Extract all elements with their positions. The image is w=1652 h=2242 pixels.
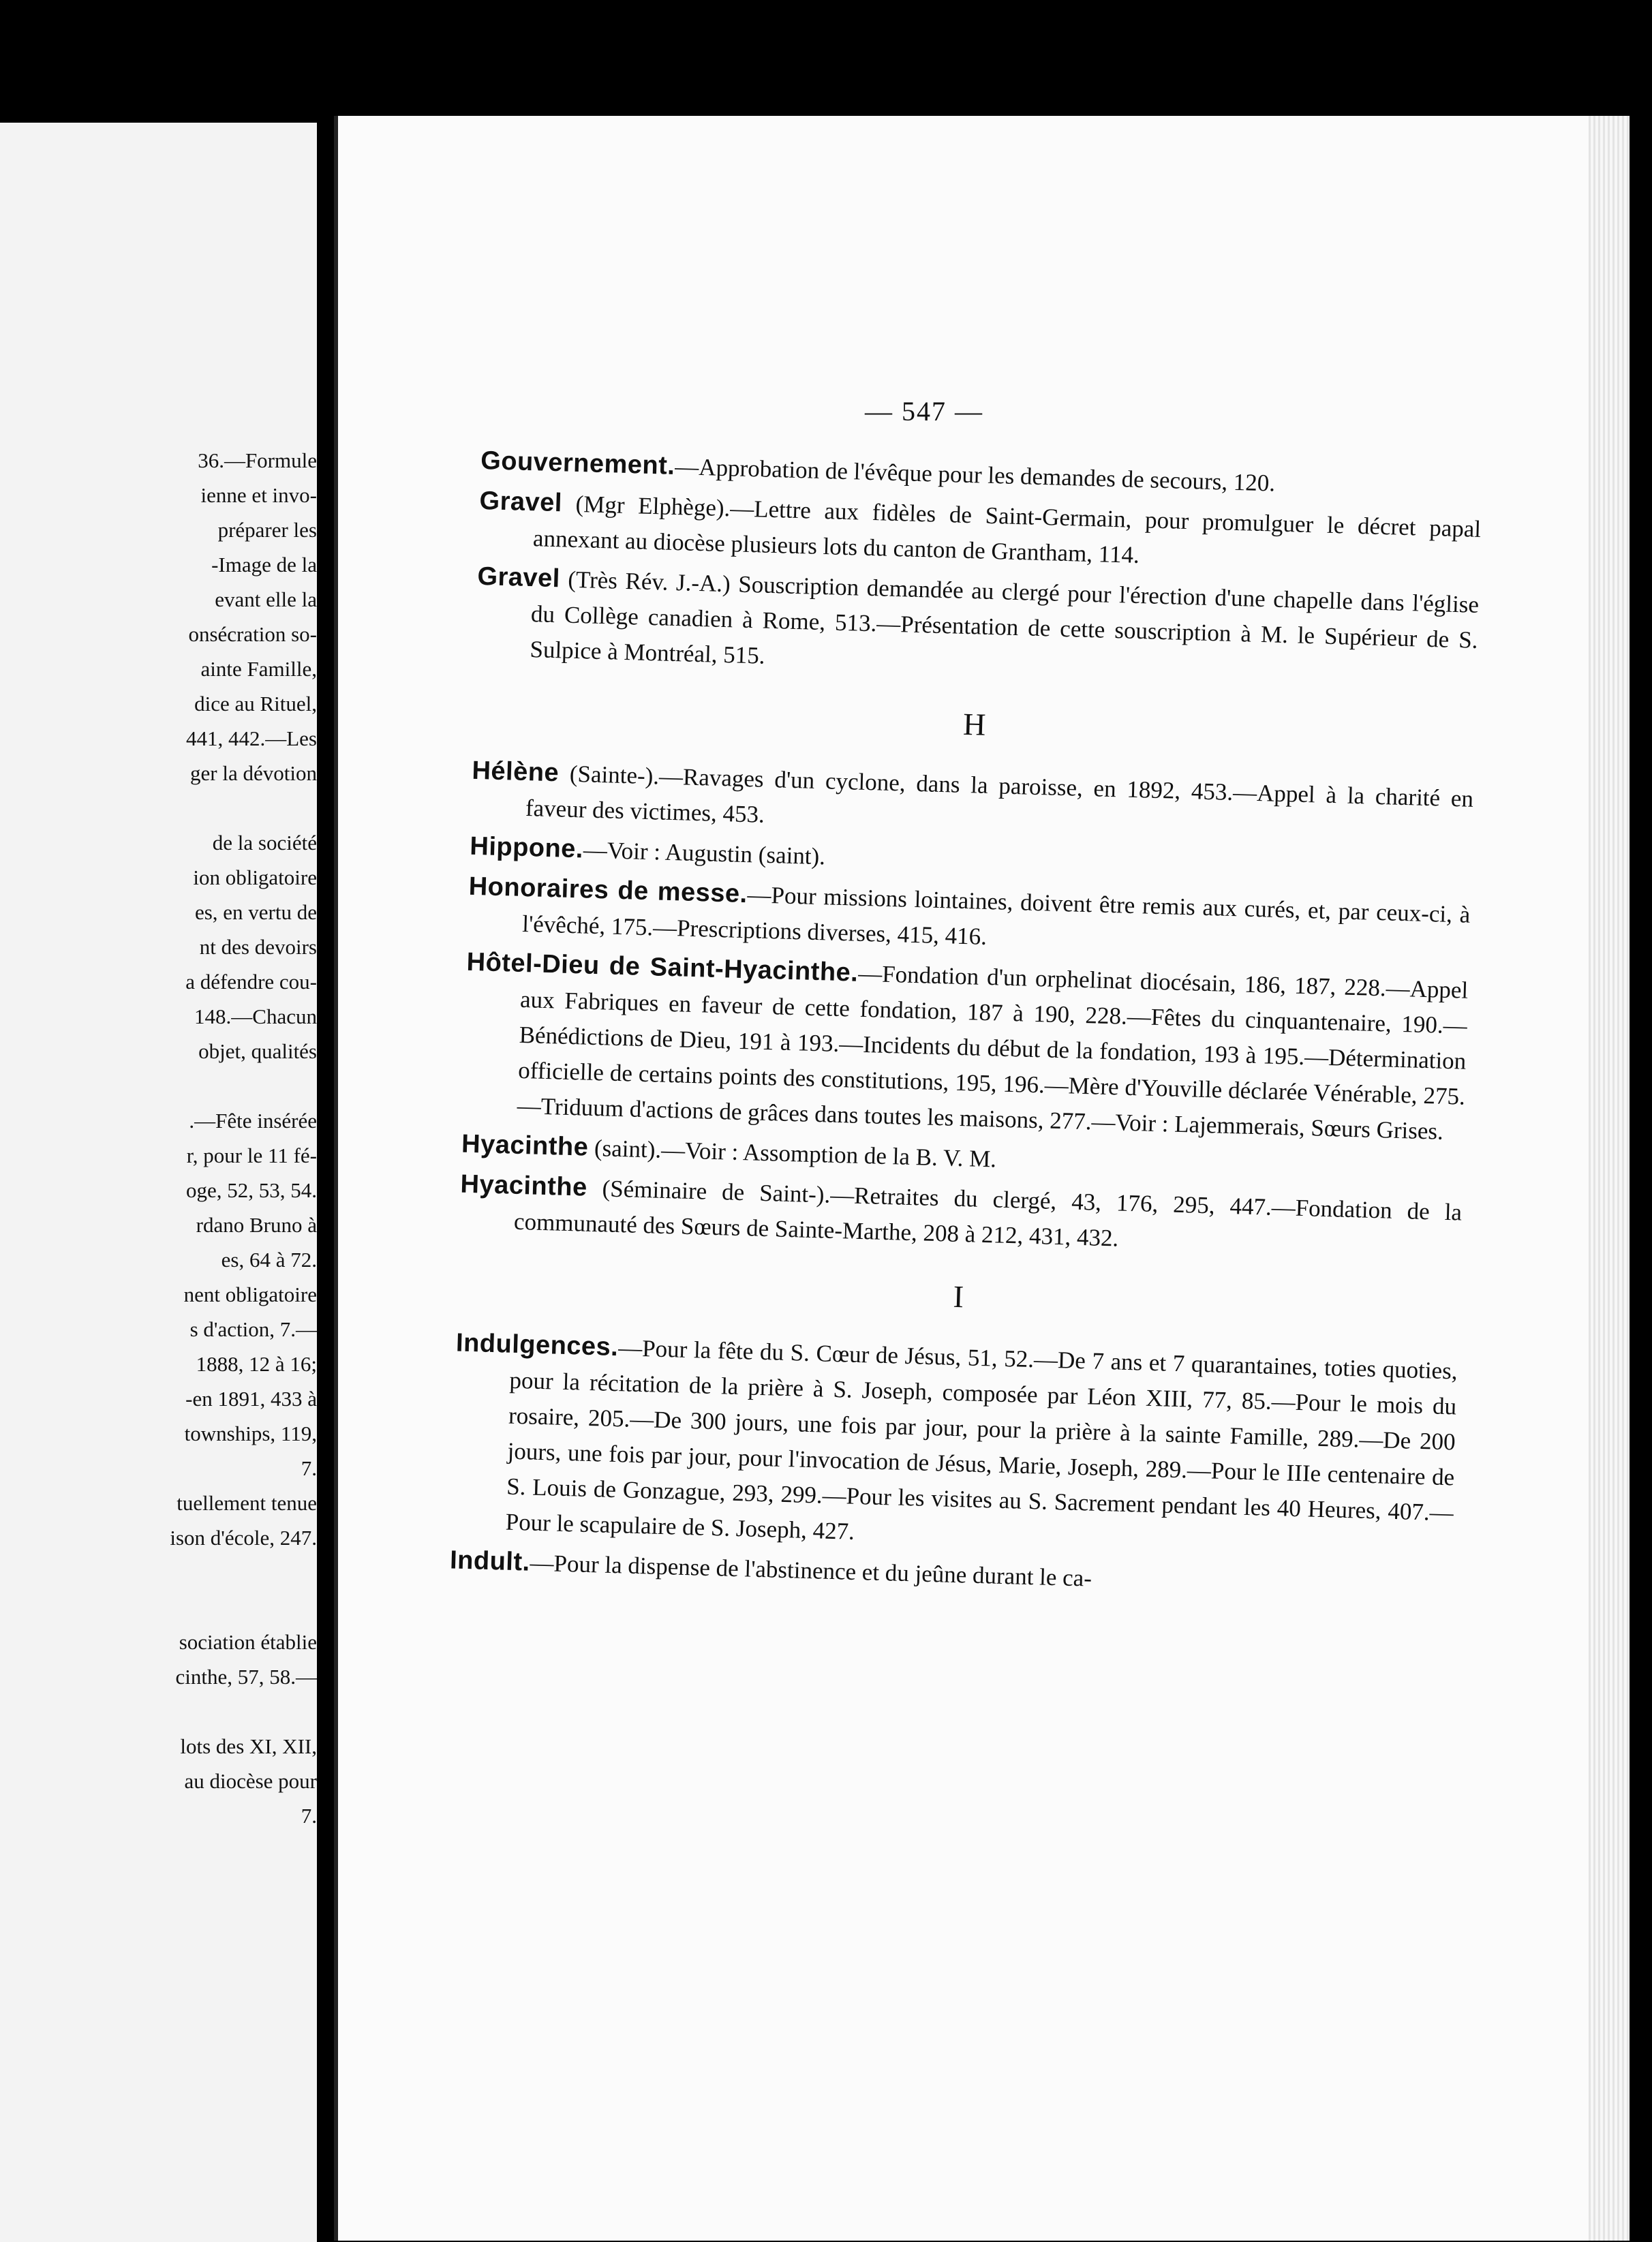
entry-text: (Très Rév. J.-A.) Souscription demandée au clergé pour l'érection d'une chapelle dans l'église du Collège canadien à Rome, 513.—Présentation de cette souscription à M. le Supérieur de S. Sulpice à Montréal, 515. [530, 566, 1480, 669]
section-letter: I [952, 1278, 964, 1315]
entry-heading: Indulgences. [455, 1328, 619, 1362]
index-entry [450, 1325, 1458, 1566]
right-page [334, 116, 1630, 2241]
entry-text: (Sainte-).—Ravages d'un cyclone, dans la paroisse, en 1892, 453.—Appel à la charité en faveur des victimes, 453. [525, 760, 1474, 828]
left-text-line [112, 1555, 317, 1590]
left-text-line: 36.—Formule [198, 448, 317, 472]
entry-text: —Pour la fête du S. Cœur de Jésus, 51, 52.—De 7 ans et 7 quarantaines, toties quoties, pour la récitation de la prière à S. Joseph, composée par Léon XIII, 77, 85.—Pour le mois du rosaire, 205.—De 300 jours, une fois par jour, pour la prière à la sainte Famille, 289.—De 200 jours, une fois par jour, pour l'invocation de Jésus, Marie, Joseph, 289.—Pour le IIIe centenaire de S. Louis de Gonzague, 293, 299.—Pour les visites au S. Sacrement pendant les 40 Heures, 407.—Pour le scapulaire de S. Joseph, 427. [505, 1334, 1458, 1545]
entry-text: —Approbation de l'évêque pour les demandes de secours, 120. [674, 452, 1276, 497]
left-text-line: préparer les [217, 518, 317, 542]
left-text-line: es, 64 à 72. [221, 1248, 317, 1272]
entry-heading: Hippone. [469, 831, 584, 864]
left-text-line [112, 790, 317, 825]
left-text-line: -en 1891, 433 à [185, 1387, 317, 1411]
entry-text: —Pour missions lointaines, doivent être remis aux curés, et, par ceux-ci, à l'évêché, 175.—Prescriptions diverses, 415, 416. [521, 881, 1471, 950]
left-text-line: 148.—Chacun [194, 1004, 317, 1028]
left-text-line: s d'action, 7.— [189, 1317, 317, 1341]
entry-heading: Gouvernement. [480, 446, 675, 480]
left-text-line: onsécration so- [188, 622, 317, 646]
left-text-line [112, 1069, 317, 1103]
left-text-line: 7. [301, 1804, 317, 1828]
entry-heading: Honoraires de messe. [468, 872, 748, 909]
left-text-line: cinthe, 57, 58.— [175, 1665, 317, 1689]
entry-text: (Mgr Elphège).—Lettre aux fidèles de Saint-Germain, pour promulguer le décret papal annexant au diocèse plusieurs lots du canton de Grantham, 114. [532, 490, 1482, 569]
page-number: — 547 — [865, 396, 983, 427]
index-content [449, 443, 1482, 1610]
left-text-line: dice au Rituel, [194, 692, 317, 716]
entry-text: (saint).—Voir : Assomption de la B. V. M. [587, 1134, 997, 1173]
left-text-line: oge, 52, 53, 54. [185, 1178, 317, 1202]
entry-heading: Hyacinthe [460, 1169, 588, 1202]
left-text-line: nent obligatoire [183, 1283, 317, 1306]
entry-heading: Hyacinthe [461, 1129, 589, 1162]
page-edge [1589, 116, 1630, 2241]
left-text-line: .—Fête insérée [189, 1109, 317, 1133]
left-text-line: r, pour le 11 fé- [186, 1143, 317, 1167]
left-text-line [112, 1694, 317, 1729]
left-text-line: a défendre cou- [185, 970, 317, 994]
left-text-line: ger la dévotion [190, 761, 317, 785]
index-entry [462, 945, 1469, 1150]
left-text-line: 7. [301, 1456, 317, 1480]
left-text-line: es, en vertu de [194, 900, 317, 924]
left-text-line [112, 1590, 317, 1625]
left-text-line: ainte Famille, [200, 657, 317, 681]
left-text-line: ion obligatoire [193, 865, 317, 889]
left-text-line: sociation établie [179, 1630, 317, 1654]
left-text-line: ienne et invo- [200, 483, 317, 507]
left-text-line: 441, 442.—Les [185, 726, 317, 750]
entry-text: —Fondation d'un orphelinat diocésain, 186, 187, 228.—Appel aux Fabriques en faveur de cette fondation, 187 à 190, 228.—Fêtes du cinquantenaire, 190.—Bénédictions de Dieu, 191 à 193.—Incidents du début de la fondation, 193 à 195.—Détermination officielle de certains points des constitutions, 195, 196.—Mère d'Youville déclarée Vénérable, 275.—Triduum d'actions de grâces dans toutes les maisons, 277.—Voir : Lajemmerais, Sœurs Grises. [517, 959, 1469, 1145]
left-page-text [112, 443, 317, 1833]
left-text-line: rdano Bruno à [196, 1213, 317, 1237]
left-text-line: evant elle la [215, 587, 317, 611]
entry-heading: Gravel [476, 562, 561, 594]
left-text-line: ison d'école, 247. [170, 1526, 317, 1550]
left-page [0, 123, 317, 2242]
section-letter: H [962, 706, 987, 742]
entry-heading: Indult. [449, 1546, 531, 1577]
entry-text: —Voir : Augustin (saint). [583, 836, 826, 870]
left-text-line: -Image de la [211, 553, 317, 577]
entry-heading: Hôtel-Dieu de Saint-Hyacinthe. [466, 947, 859, 987]
entry-heading: Hélène [471, 756, 560, 788]
entry-heading: Gravel [479, 486, 563, 518]
left-text-line: au diocèse pour [184, 1769, 317, 1793]
left-text-line: nt des devoirs [199, 935, 317, 959]
left-text-line: lots des XI, XII, [180, 1734, 317, 1758]
left-text-line: de la société [212, 831, 317, 855]
index-entry [475, 559, 1480, 694]
left-text-line: 1888, 12 à 16; [196, 1352, 317, 1376]
left-text-line: objet, qualités [198, 1039, 317, 1063]
left-text-line: townships, 119, [184, 1422, 317, 1445]
entry-text: (Séminaire de Saint-).—Retraites du clergé, 43, 176, 295, 447.—Fondation de la communauté des Sœurs de Sainte-Marthe, 208 à 212, 431, 432. [513, 1174, 1463, 1252]
entry-text: —Pour la dispense de l'abstinence et du jeûne durant le ca- [530, 1549, 1092, 1592]
left-text-line: tuellement tenue [177, 1491, 317, 1515]
